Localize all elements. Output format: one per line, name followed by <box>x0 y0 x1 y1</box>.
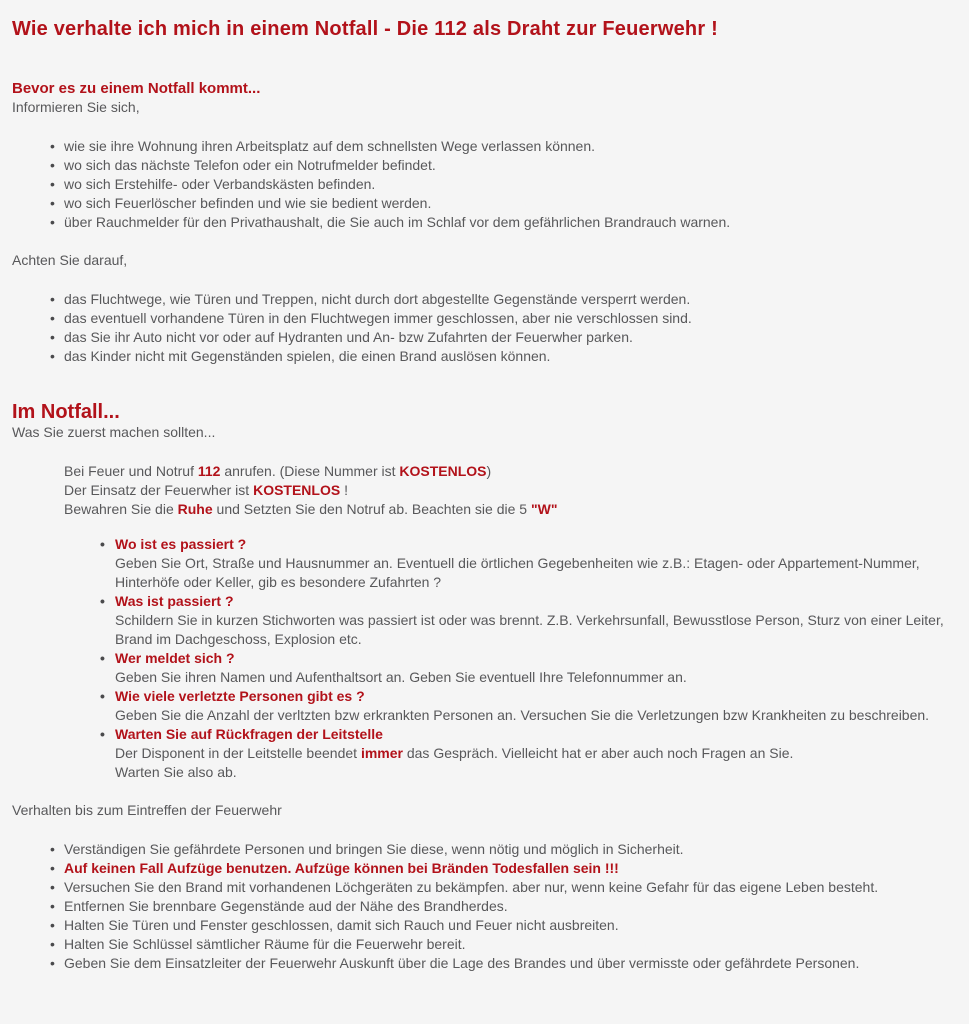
text-segment: Versuchen Sie den Brand mit vorhandenen Löchgeräten zu bekämpfen. aber nur, wenn keine Gefahr für das eigene Leben besteht. <box>64 879 879 895</box>
until-arrival-lead-text: Verhalten bis zum Eintreffen der Feuerwehr <box>12 802 282 818</box>
highlight-text: Auf keinen Fall Aufzüge benutzen. Aufzüge können bei Bränden Todesfallen sein !!! <box>64 860 619 876</box>
five-w-questions-list <box>12 535 955 782</box>
section-before-emergency <box>12 80 955 366</box>
w-question-answer <box>115 668 955 687</box>
highlight-text: KOSTENLOS <box>253 482 341 498</box>
call-instruction-line <box>64 462 955 481</box>
text-segment: ) <box>486 463 492 479</box>
list-item <box>12 916 955 935</box>
w-question-item <box>12 535 955 592</box>
text-segment: Der Einsatz der Feuerwher ist <box>64 482 254 498</box>
w-question-heading: • Wer meldet sich ? <box>115 650 235 666</box>
w-question-item <box>12 725 955 782</box>
w-question-answer <box>115 706 955 725</box>
list-item: • das eventuell vorhandene Türen in den Fluchtwegen immer geschlossen, aber nie verschlossen sind. <box>12 309 955 328</box>
w-question-heading: • Wo ist es passiert ? <box>115 536 247 552</box>
list-item <box>12 954 955 973</box>
call-instructions-block <box>64 462 955 519</box>
inform-list <box>12 137 955 232</box>
section-in-emergency <box>12 402 955 782</box>
list-item <box>12 878 955 897</box>
text-segment: Warten Sie also ab. <box>115 764 237 780</box>
text-segment: Der Disponent in der Leitstelle beendet <box>115 745 361 761</box>
list-item <box>12 859 955 878</box>
section-spacer <box>12 385 955 402</box>
text-segment: Halten Sie Schlüssel sämtlicher Räume für die Feuerwehr bereit. <box>64 936 466 952</box>
highlight-text: "W" <box>530 501 558 517</box>
until-arrival-list <box>12 840 955 973</box>
list-item <box>12 840 955 859</box>
text-segment: Bei Feuer und Notruf <box>64 463 198 479</box>
text-segment: Schildern Sie in kurzen Stichworten was passiert ist oder was brennt. Z.B. Verkehrsunfall, Bewusstlose Person, Sturz von einer Leiter, Brand im Dachgeschoss, Explosion etc. <box>115 612 944 647</box>
w-question-item <box>12 649 955 687</box>
text-segment: ! <box>340 482 348 498</box>
text-segment: Entfernen Sie brennbare Gegenstände aud der Nähe des Brandherdes. <box>64 898 508 914</box>
text-segment: anrufen. (Diese Nummer ist <box>220 463 400 479</box>
list-item: • wo sich das nächste Telefon oder ein Notrufmelder befindet. <box>12 156 955 175</box>
highlight-text: KOSTENLOS <box>399 463 487 479</box>
list-item <box>12 935 955 954</box>
w-question-answer <box>115 554 955 592</box>
list-item <box>12 897 955 916</box>
text-segment: Geben Sie ihren Namen und Aufenthaltsort an. Geben Sie eventuell Ihre Telefonnummer an. <box>115 669 687 685</box>
page-title: Wie verhalte ich mich in einem Notfall - Die 112 als Draht zur Feuerwehr ! <box>12 18 718 40</box>
text-segment: Verständigen Sie gefährdete Personen und bringen Sie diese, wenn nötig und möglich in Sicherheit. <box>64 841 684 857</box>
highlight-text: immer <box>360 745 403 761</box>
w-question-item <box>12 592 955 649</box>
attention-lead-text: Achten Sie darauf, <box>12 252 128 268</box>
first-steps-lead-text: Was Sie zuerst machen sollten... <box>12 424 216 440</box>
call-instruction-line <box>64 481 955 500</box>
inform-lead-text: Informieren Sie sich, <box>12 99 140 115</box>
list-item: • das Fluchtwege, wie Türen und Treppen, nicht durch dort abgestellte Gegenstände versperrt werden. <box>12 290 955 309</box>
list-item: • wie sie ihre Wohnung ihren Arbeitsplatz auf dem schnellsten Wege verlassen können. <box>12 137 955 156</box>
text-segment: Halten Sie Türen und Fenster geschlossen, damit sich Rauch und Feuer nicht ausbreiten. <box>64 917 619 933</box>
in-emergency-heading: Im Notfall... <box>12 401 120 423</box>
list-item: • über Rauchmelder für den Privathaushalt, die Sie auch im Schlaf vor dem gefährlichen Brandrauch warnen. <box>12 213 955 232</box>
list-item: • wo sich Erstehilfe- oder Verbandskästen befinden. <box>12 175 955 194</box>
text-segment: das Gespräch. Vielleicht hat er aber auch noch Fragen an Sie. <box>402 745 794 761</box>
list-item: • das Sie ihr Auto nicht vor oder auf Hydranten und An- bzw Zufahrten der Feuerwher parken. <box>12 328 955 347</box>
text-segment: und Setzten Sie den Notruf ab. Beachten sie die 5 <box>212 501 531 517</box>
section-until-arrival <box>12 801 955 973</box>
w-question-heading: • Was ist passiert ? <box>115 593 234 609</box>
w-question-item <box>12 687 955 725</box>
w-question-answer <box>115 744 955 782</box>
highlight-text: Ruhe <box>177 501 213 517</box>
highlight-text: 112 <box>197 463 221 479</box>
before-emergency-heading: Bevor es zu einem Notfall kommt... <box>12 80 261 97</box>
list-item: • wo sich Feuerlöscher befinden und wie sie bedient werden. <box>12 194 955 213</box>
text-segment: Geben Sie dem Einsatzleiter der Feuerwehr Auskunft über die Lage des Brandes und über vermisste oder gefährdete Personen. <box>64 955 860 971</box>
text-segment: Bewahren Sie die <box>64 501 178 517</box>
text-segment: Geben Sie die Anzahl der verltzten bzw erkrankten Personen an. Versuchen Sie die Verletzungen bzw Krankheiten zu beschreiben. <box>115 707 930 723</box>
attention-list <box>12 290 955 366</box>
w-question-heading: • Wie viele verletzte Personen gibt es ? <box>115 688 365 704</box>
w-question-answer <box>115 611 955 649</box>
w-question-heading: • Warten Sie auf Rückfragen der Leitstelle <box>115 726 383 742</box>
call-instruction-line <box>64 500 955 519</box>
text-segment: Geben Sie Ort, Straße und Hausnummer an. Eventuell die örtlichen Gegebenheiten wie z.B.: Etagen- oder Appartement-Nummer, Hinterhöfe oder Keller, gib es besondere Zufahrten ? <box>115 555 920 590</box>
list-item: • das Kinder nicht mit Gegenständen spielen, die einen Brand auslösen können. <box>12 347 955 366</box>
